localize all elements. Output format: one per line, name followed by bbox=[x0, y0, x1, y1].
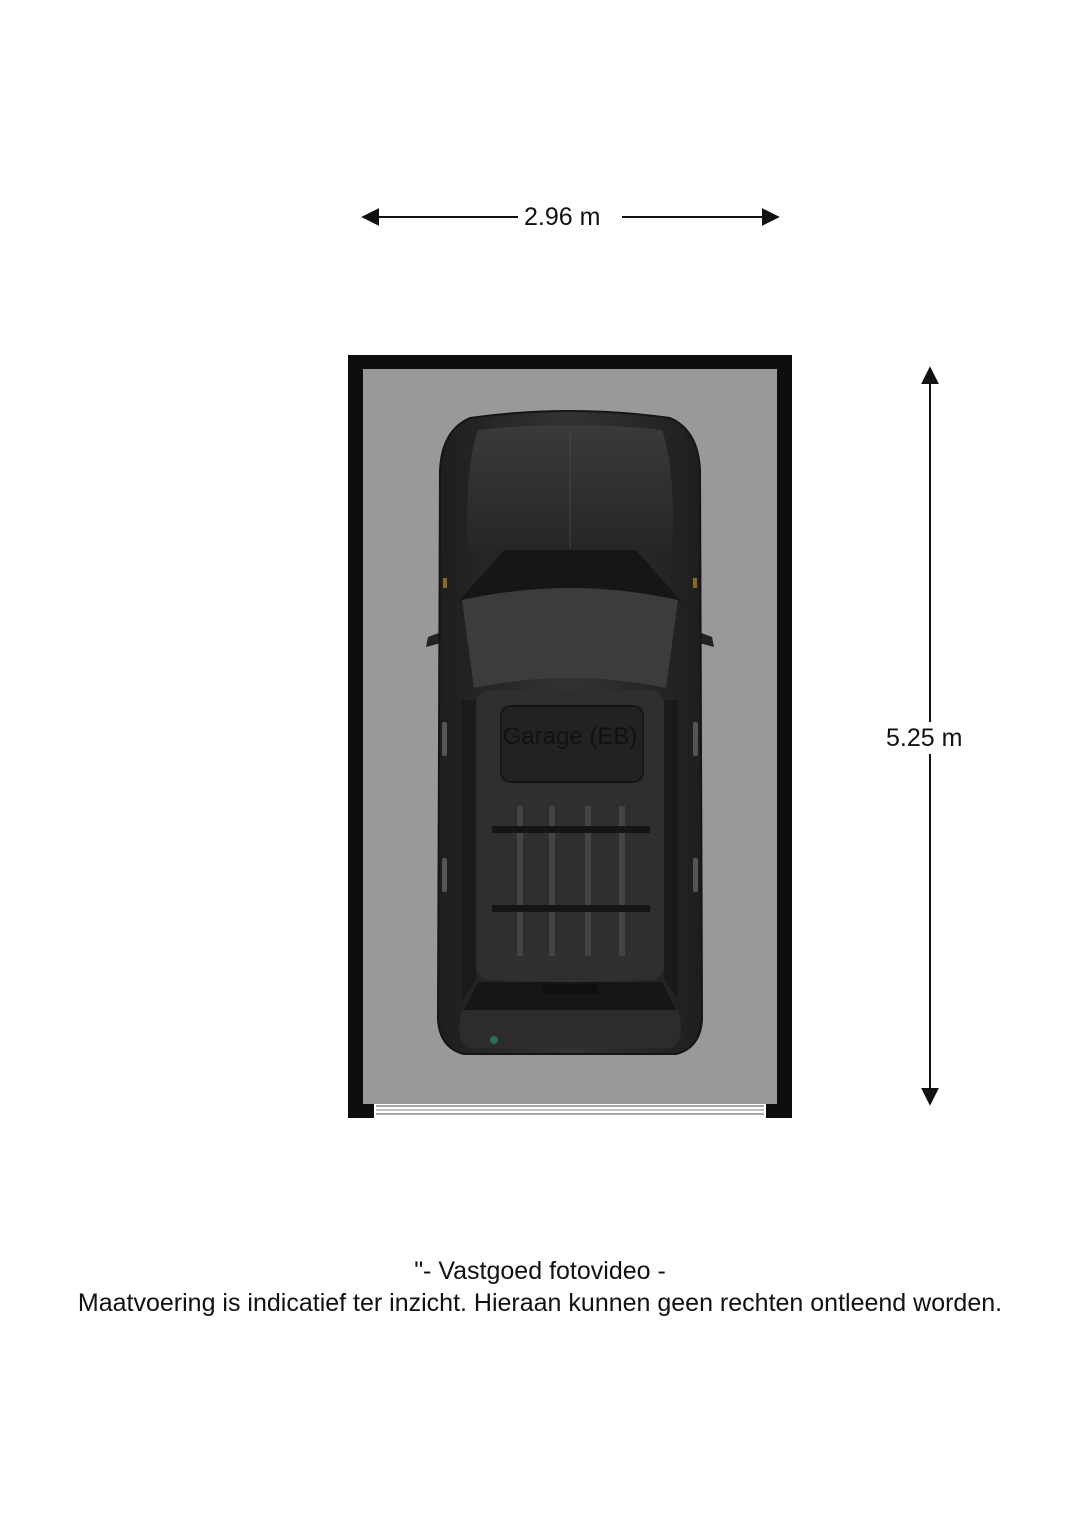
garage-door-icon bbox=[374, 1104, 766, 1118]
footer-line-2: Maatvoering is indicatief ter inzicht. Hieraan kunnen geen rechten ontleend worden. bbox=[77, 1289, 1003, 1317]
width-dimension-label: 2.96 m bbox=[524, 203, 601, 231]
footer-line-1: "- Vastgoed fotovideo - bbox=[414, 1257, 666, 1285]
height-dimension-label: 5.25 m bbox=[886, 724, 963, 752]
room-label: Garage (EB) bbox=[502, 723, 638, 750]
